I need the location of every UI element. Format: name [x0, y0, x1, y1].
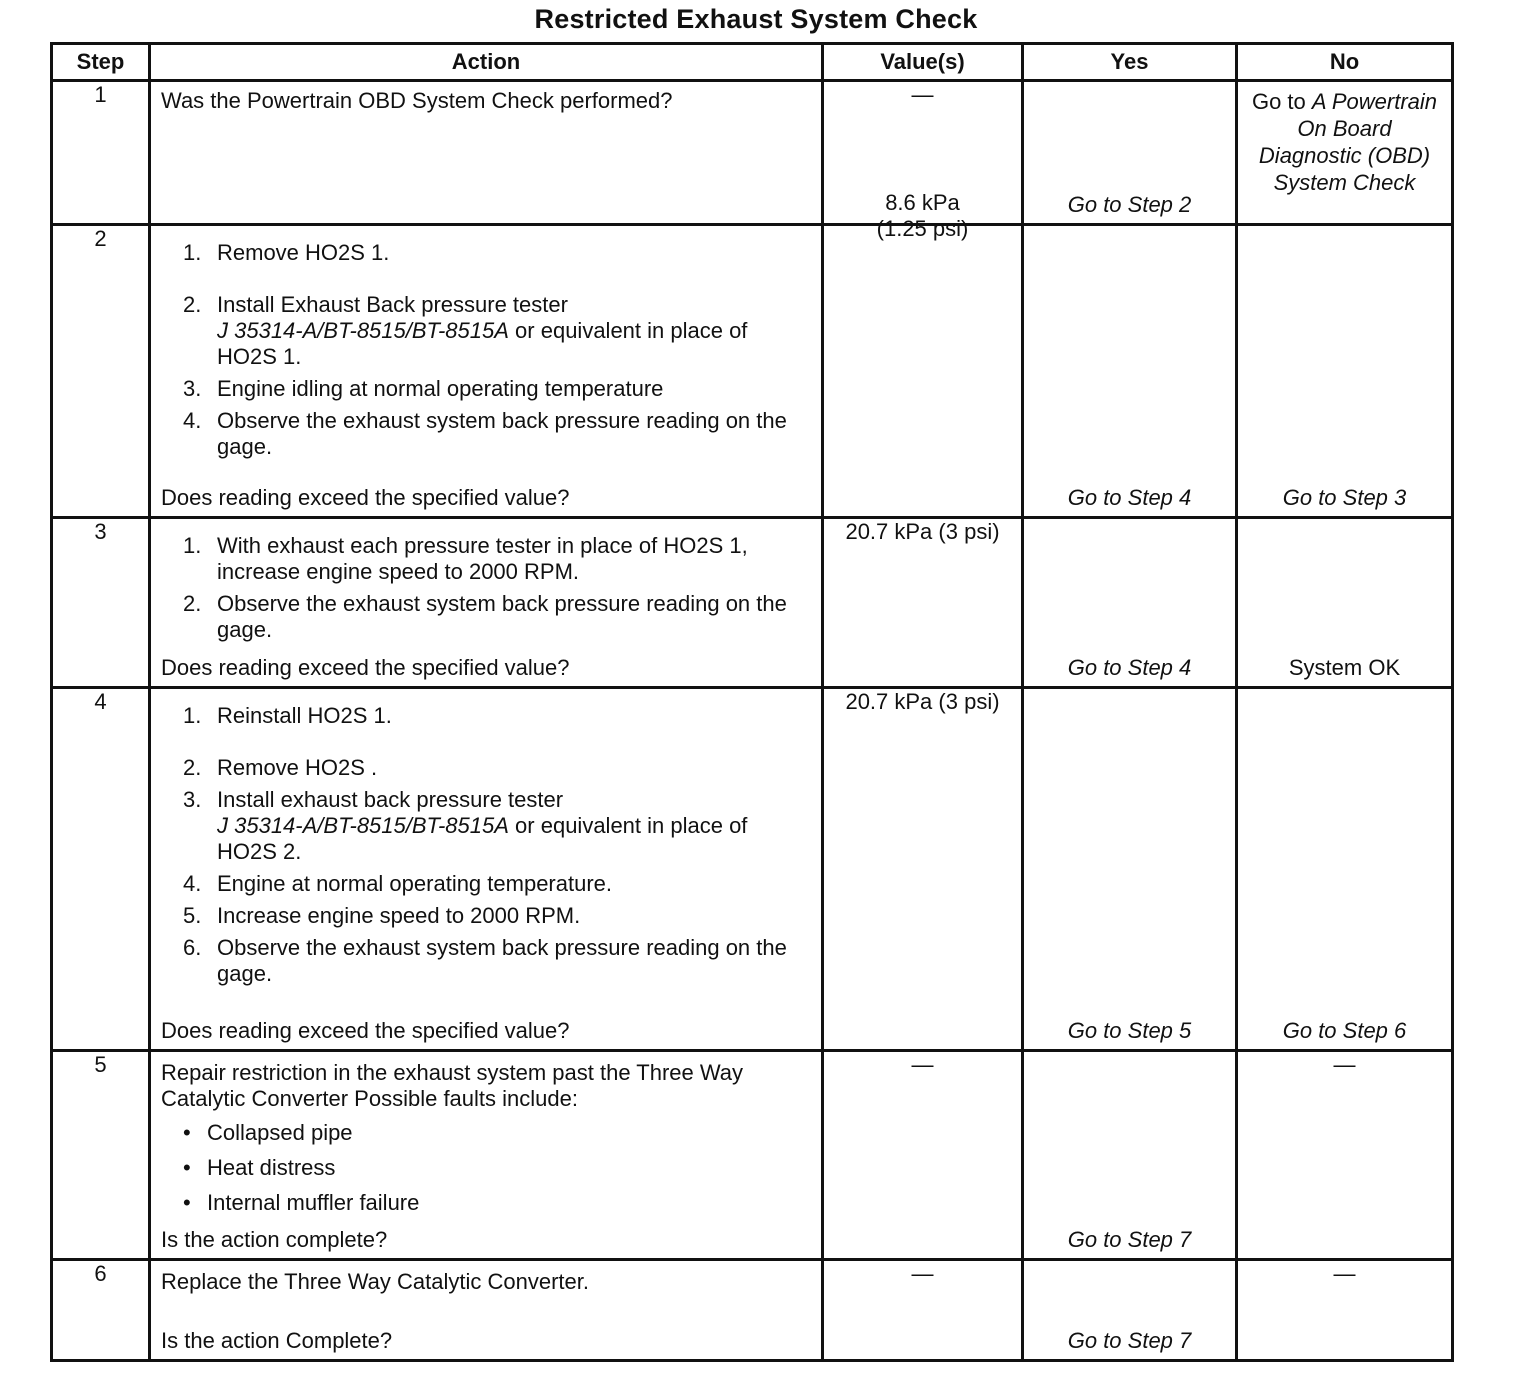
value-cell: 20.7 kPa (3 psi): [823, 688, 1023, 1051]
header-step: Step: [52, 44, 150, 81]
list-item: 2. Observe the exhaust system back pressure reading on the gage.: [183, 591, 787, 643]
header-row: [52, 44, 1453, 81]
no-cell: —: [1237, 1050, 1453, 1259]
yes-cell: [1023, 1050, 1237, 1259]
yes-goto: Go to Step 7: [1067, 1226, 1192, 1252]
tool-number: J 35314-A/BT-8515/BT-8515A: [217, 813, 509, 839]
action-question: Is the action Complete?: [161, 1328, 393, 1353]
yes-cell: [1023, 688, 1237, 1051]
yes-goto: Go to Step 4: [1067, 655, 1192, 681]
no-cell: [1237, 688, 1453, 1051]
value-line: 8.6 kPa: [885, 190, 960, 216]
action-cell: [150, 1259, 823, 1360]
list-item: 3. Install exhaust back pressure tester J 35314-A/BT-8515/BT-8515A or equivalent in place of HO2S 2.: [183, 787, 748, 865]
step-number: 4: [52, 688, 150, 1051]
value-cell: —: [823, 1050, 1023, 1259]
list-item: • Internal muffler failure: [183, 1189, 420, 1215]
yes-cell: [1023, 1259, 1237, 1360]
step-number: 2: [52, 225, 150, 518]
value-cell: [823, 190, 1023, 518]
no-goto: Go to Step 3: [1282, 485, 1407, 511]
step-number: 1: [52, 81, 150, 225]
value-cell: —: [823, 81, 1023, 225]
action-intro: Repair restriction in the exhaust system past the Three Way Catalytic Converter Possible faults include:: [161, 1059, 744, 1111]
no-cell: [1237, 518, 1453, 688]
action-cell: [150, 1050, 823, 1259]
header-yes: Yes: [1023, 44, 1237, 81]
action-question: Was the Powertrain OBD System Check performed?: [161, 88, 673, 113]
list-item: 1. Reinstall HO2S 1.: [183, 703, 392, 729]
action-intro: Replace the Three Way Catalytic Converter.: [161, 1268, 589, 1294]
list-item: 2. Install Exhaust Back pressure tester J 35314-A/BT-8515/BT-8515A or equivalent in place of HO2S 1.: [183, 292, 748, 370]
no-goto-prefix: Go to: [1251, 89, 1306, 114]
header-no: No: [1237, 44, 1453, 81]
table-row-step-3: [52, 518, 1453, 688]
list-item: 3. Engine idling at normal operating temperature: [183, 376, 664, 402]
step-number: 5: [52, 1050, 150, 1259]
action-cell: [150, 518, 823, 688]
list-item: 4. Engine at normal operating temperature.: [183, 871, 613, 897]
no-cell: [1237, 81, 1453, 225]
action-question: Does reading exceed the specified value?: [161, 485, 570, 511]
list-item: • Heat distress: [183, 1154, 336, 1180]
header-action: Action: [150, 44, 823, 81]
yes-cell: [1023, 81, 1237, 225]
yes-goto: Go to Step 7: [1067, 1328, 1192, 1353]
no-goto: Go to Step 6: [1282, 1017, 1407, 1043]
list-item: 6. Observe the exhaust system back pressure reading on the gage.: [183, 935, 787, 987]
yes-goto: Go to Step 2: [1067, 192, 1192, 218]
list-item: 1. With exhaust each pressure tester in place of HO2S 1, increase engine speed to 2000 RPM.: [183, 533, 748, 585]
action-question: Does reading exceed the specified value?: [161, 655, 570, 681]
no-goto-link: A Powertrain On Board Diagnostic (OBD) System Check: [1258, 89, 1438, 195]
action-cell: [150, 688, 823, 1051]
step-number: 6: [52, 1259, 150, 1360]
action-question: Is the action complete?: [161, 1226, 388, 1252]
diagnostic-table: [50, 42, 1454, 1362]
yes-cell: [1023, 518, 1237, 688]
yes-goto: Go to Step 4: [1067, 485, 1192, 511]
list-item: 1. Remove HO2S 1.: [183, 240, 390, 266]
action-cell: [150, 81, 823, 225]
yes-goto: Go to Step 5: [1067, 1017, 1192, 1043]
list-item: 2. Remove HO2S .: [183, 755, 378, 781]
table-row-step-4: [52, 688, 1453, 1051]
header-values: Value(s): [823, 44, 1023, 81]
list-item: 4. Observe the exhaust system back pressure reading on the gage.: [183, 408, 787, 460]
value-cell: —: [823, 1259, 1023, 1360]
list-item: 5. Increase engine speed to 2000 RPM.: [183, 903, 581, 929]
table-row-step-5: [52, 1050, 1453, 1259]
tool-number: J 35314-A/BT-8515/BT-8515A: [217, 318, 509, 344]
page-title: Restricted Exhaust System Check: [534, 4, 978, 34]
list-item: • Collapsed pipe: [183, 1119, 353, 1145]
no-result: System OK: [1288, 655, 1401, 681]
action-question: Does reading exceed the specified value?: [161, 1017, 570, 1043]
no-cell: [1237, 225, 1453, 518]
table-row-step-6: [52, 1259, 1453, 1360]
value-cell: 20.7 kPa (3 psi): [823, 518, 1023, 688]
value-line: (1.25 psi): [876, 216, 969, 242]
no-cell: —: [1237, 1259, 1453, 1360]
step-number: 3: [52, 518, 150, 688]
yes-cell: [1023, 225, 1237, 518]
action-cell: [150, 225, 823, 518]
table-row-step-1: [52, 81, 1453, 225]
table-row-step-2: [52, 225, 1453, 518]
